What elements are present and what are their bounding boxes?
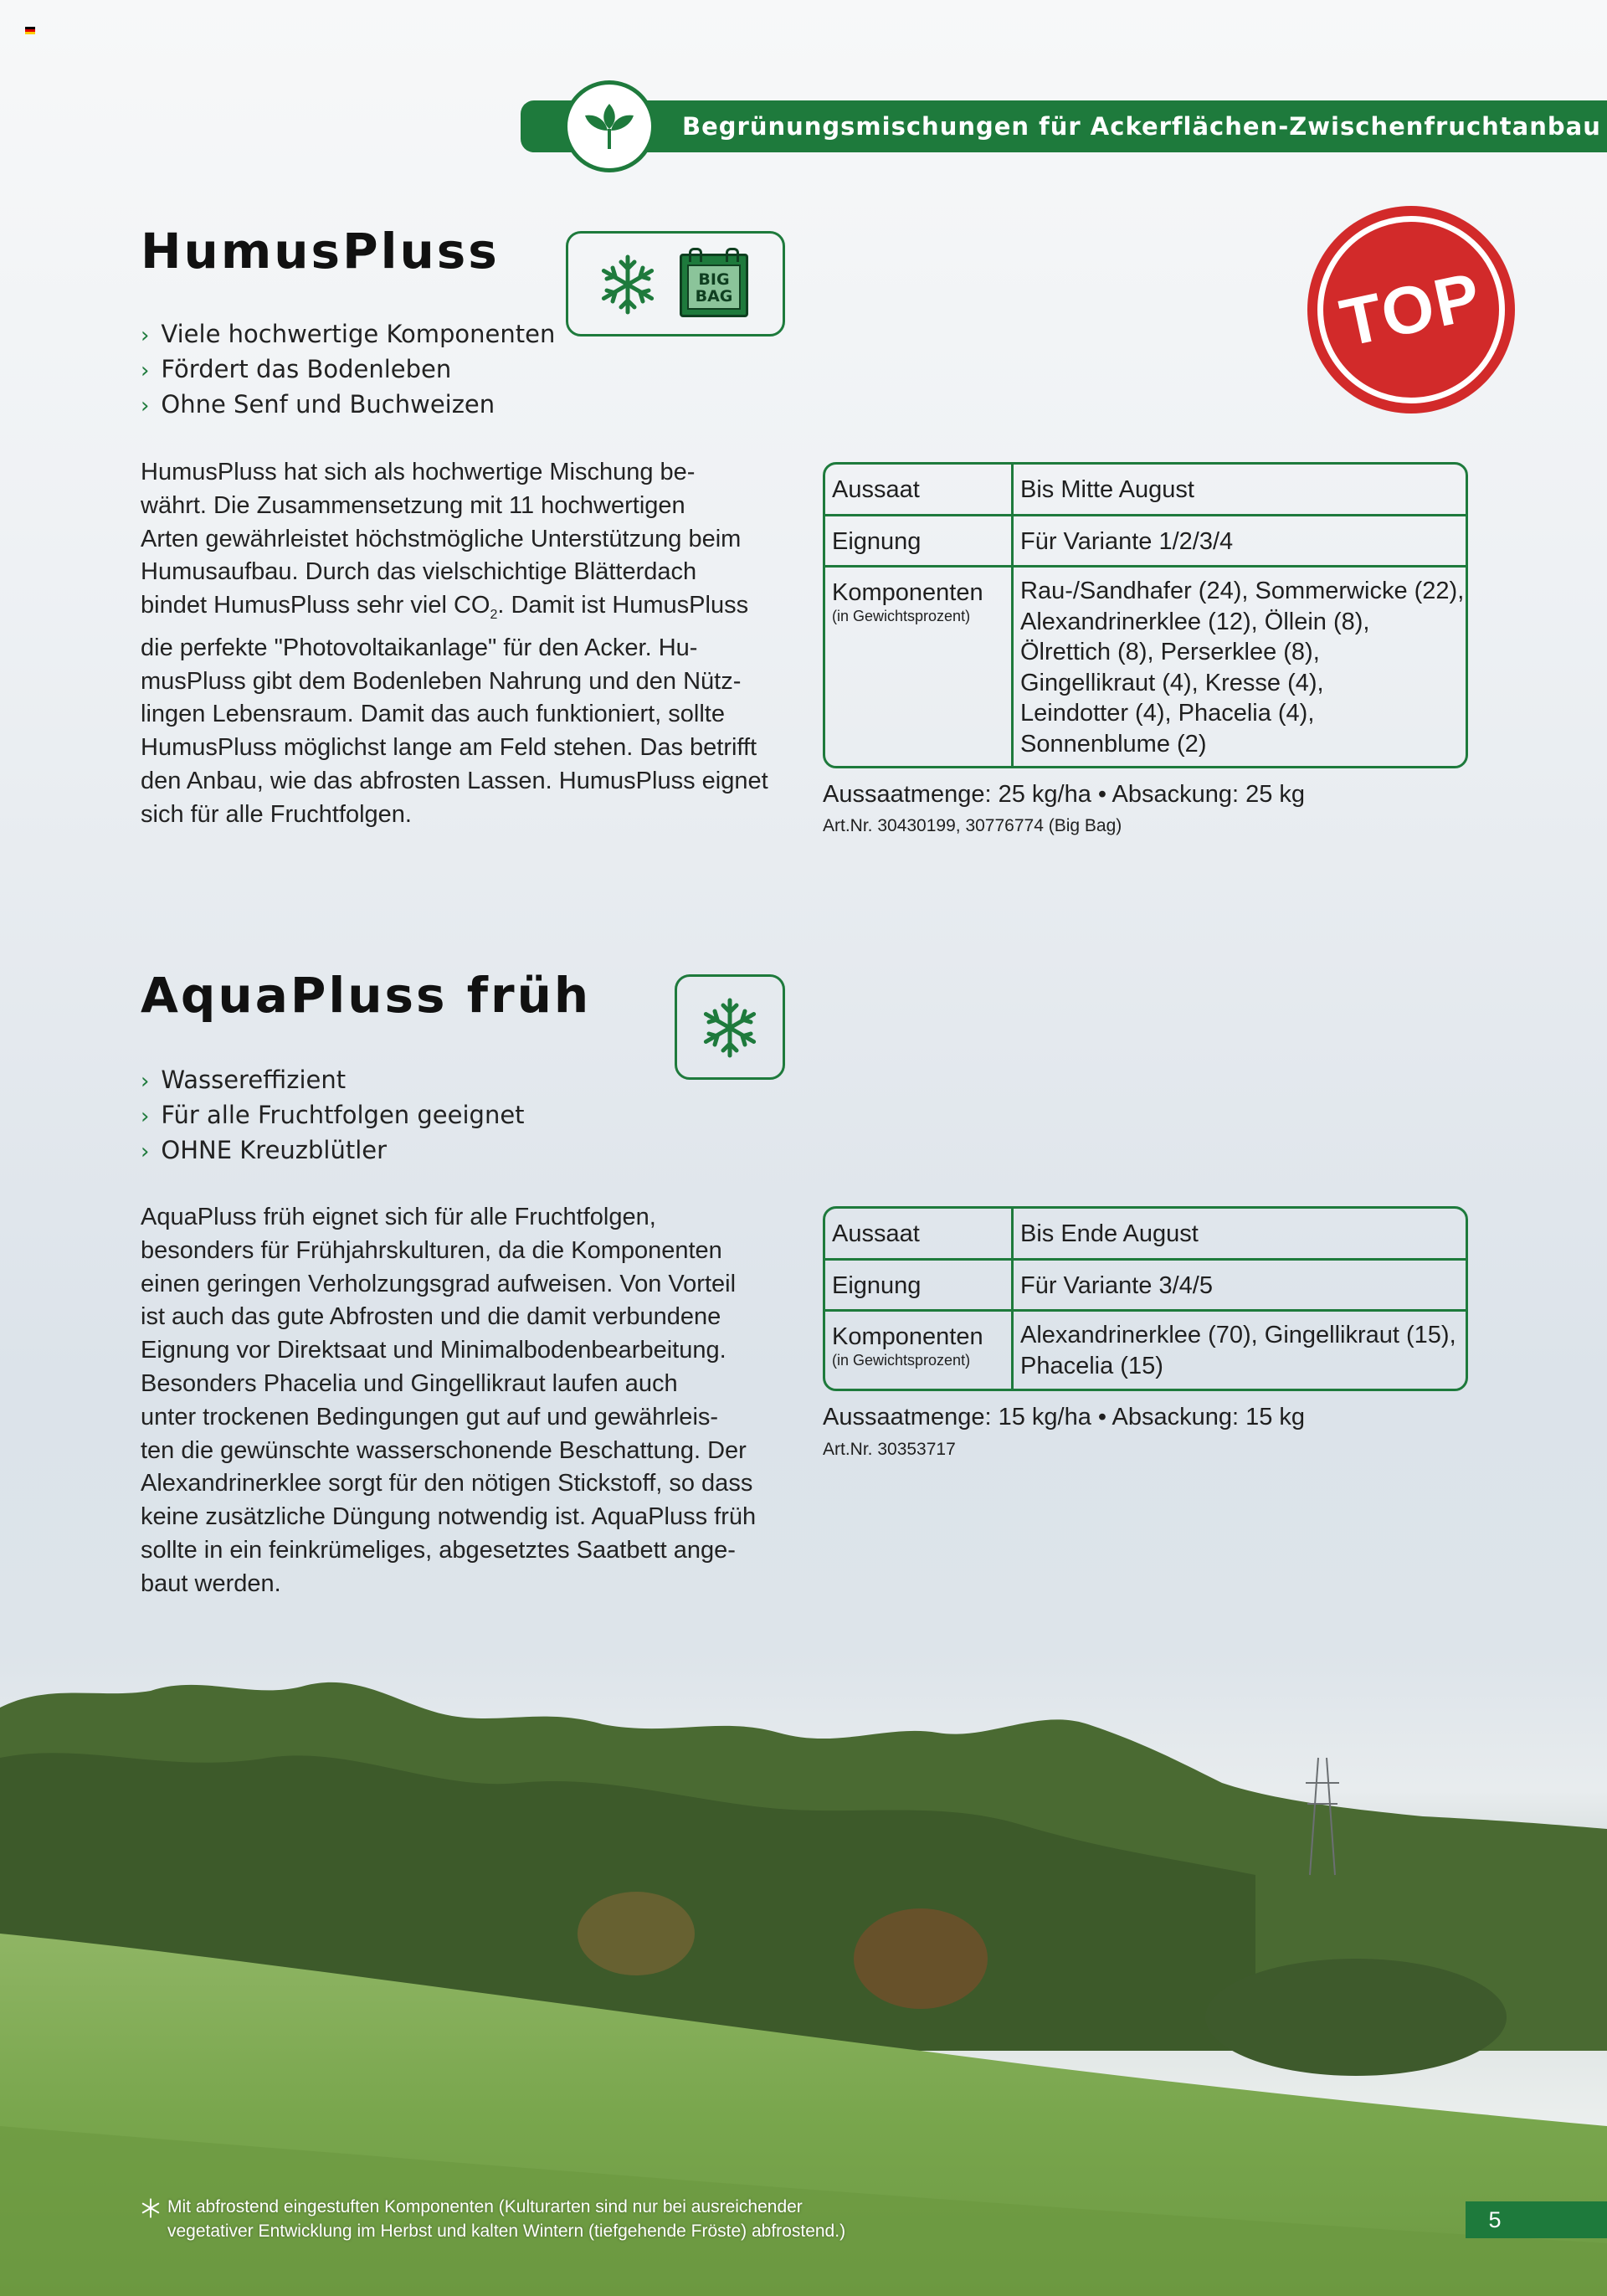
chevron-right-icon: › [141, 393, 150, 419]
article-number: Art.Nr. 30430199, 30776774 (Big Bag) [823, 816, 1122, 835]
big-bag-label-top: BIG [698, 270, 730, 289]
leaf-logo-icon [563, 80, 655, 172]
product-icon-box [675, 974, 785, 1080]
chevron-right-icon: › [141, 323, 150, 348]
table-row: Aussaat Bis Ende August [825, 1209, 1466, 1261]
list-item: › Für alle Fruchtfolgen geeignet [141, 1101, 525, 1129]
snowflake-icon [597, 254, 659, 316]
chevron-right-icon: › [141, 1104, 150, 1129]
header-title: Begrünungsmischungen für Ackerflächen-Zwischenfruchtanbau [682, 112, 1601, 141]
article-number: Art.Nr. 30353717 [823, 1440, 956, 1459]
list-item: › Wassereffizient [141, 1066, 347, 1094]
spec-table [823, 1206, 1468, 1391]
seed-amount: Aussaatmenge: 25 kg/ha • Absackung: 25 kg [823, 781, 1306, 808]
feature-list [141, 1063, 525, 1169]
language-flag-icon [25, 27, 35, 34]
table-row: Eignung Für Variante 1/2/3/4 [825, 516, 1466, 568]
big-bag-icon [680, 254, 748, 317]
table-row: Eignung Für Variante 3/4/5 [825, 1261, 1466, 1312]
snowflake-icon [699, 997, 761, 1059]
product-title: HumusPluss [141, 223, 500, 280]
table-row: Aussaat Bis Mitte August [825, 465, 1466, 516]
list-item: › OHNE Kreuzblütler [141, 1136, 388, 1164]
page-number: 5 [1488, 2207, 1502, 2232]
big-bag-label-bottom: BAG [695, 287, 733, 306]
product-description: AquaPluss früh eignet sich für alle Fruchtfolgen, besonders für Frühjahrskulturen, da die Komponenten einen geringen Verholzungsgrad aufweisen. Von Vorteil ist auch das gute Abfrosten und die damit verbundene Eignung vor Direktsaat und Minimalbodenbearbeitung. Besonders Phacelia und Gingellikraut laufen auch unter trockenen Bedingungen gut auf und gewährleis- ten die gewünschte wasserschonende Beschattung. Der Alexandrinerklee sorgt für den nötigen Stickstoff, so dass keine zusätzliche Düngung notwendig ist. AquaPluss früh sollte in ein feinkrümeliges, abgesetztes Saatbett ange- baut werden. [141, 1204, 757, 1597]
product-icon-box [566, 231, 785, 336]
chevron-right-icon: › [141, 1069, 150, 1094]
list-item: › Ohne Senf und Buchweizen [141, 390, 495, 419]
footnote: Mit abfrostend eingestuften Komponenten (Kulturarten sind nur bei ausreichender vegetativer Entwicklung im Herbst und kalten Wintern (tiefgehende Fröste) abfrostend.) [167, 2197, 846, 2241]
chevron-right-icon: › [141, 358, 150, 383]
product-title: AquaPluss früh [141, 967, 592, 1024]
table-row: Komponenten (in Gewichtsprozent) Alexandrinerklee (70), Gingellikraut (15), Phacelia (15) [825, 1312, 1466, 1389]
snowflake-icon [141, 2198, 161, 2218]
chevron-right-icon: › [141, 1139, 150, 1164]
product-description: HumusPluss hat sich als hochwertige Mischung be- währt. Die Zusammensetzung mit 11 hochwertigen Arten gewährleistet höchstmögliche Unterstützung beim Humusaufbau. Durch das vielschichtige Blätterdach bindet HumusPluss sehr viel $CO_2$. Damit ist HumusPluss die perfekte "Photovoltaikanlage" für den Acker. Hu- musPluss gibt dem Bodenleben Nahrung und den Nütz- lingen Lebensraum. Damit das auch funktioniert, sollte HumusPluss möglichst lange am Feld stehen. Das betrifft den Anbau, wie das abfrosten Lassen. HumusPluss eignet sich für alle Fruchtfolgen. [141, 459, 768, 828]
seed-amount: Aussaatmenge: 15 kg/ha • Absackung: 15 kg [823, 1404, 1306, 1431]
top-badge: TOP [1307, 206, 1515, 413]
list-item: › Viele hochwertige Komponenten [141, 320, 556, 348]
feature-list [141, 317, 555, 423]
table-row: Komponenten (in Gewichtsprozent) Rau-/Sandhafer (24), Sommerwicke (22), Alexandrinerklee (12), Öllein (8), Ölrettich (8), Perserklee (8), Gingellikraut (4), Kresse (4), Leindotter (4), Phacelia (4), Sonnenblume (2) [825, 568, 1466, 766]
spec-table [823, 462, 1468, 768]
list-item: › Fördert das Bodenleben [141, 355, 452, 383]
